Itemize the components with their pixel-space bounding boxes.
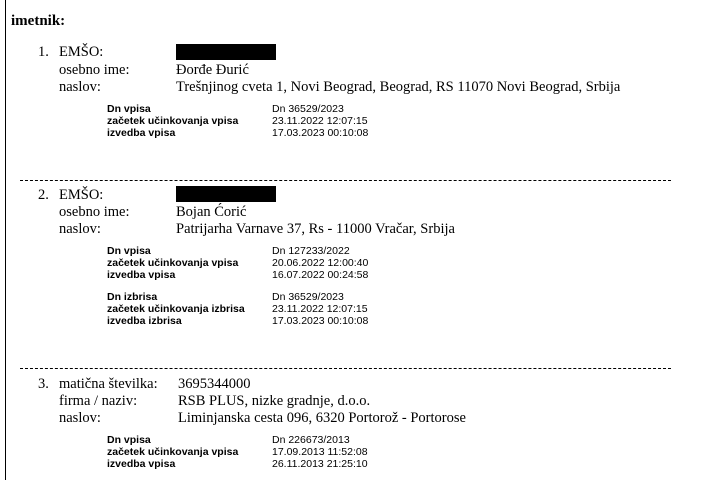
registration-value: Dn 36529/2023: [272, 103, 344, 115]
emso-label: EMŠO:: [59, 187, 104, 203]
emso-label: EMŠO:: [59, 44, 104, 60]
deletion-label: izvedba izbrisa: [107, 315, 182, 327]
entry-number: 3.: [38, 376, 49, 392]
address-label: naslov:: [59, 410, 101, 426]
section-heading: imetnik:: [11, 13, 66, 29]
registration-label: izvedba vpisa: [107, 127, 176, 139]
registration-value: 23.11.2022 12:07:15: [272, 115, 368, 127]
registration-label: začetek učinkovanja vpisa: [107, 115, 239, 127]
owner-address: Trešnjinog cveta 1, Novi Beograd, Beograd, RS 11070 Novi Beograd, Srbija: [176, 79, 621, 95]
left-margin-rule: [5, 0, 6, 480]
registration-value: 16.07.2022 00:24:58: [272, 269, 369, 281]
registration-value: 17.03.2023 00:10:08: [272, 127, 369, 139]
name-label: osebno ime:: [59, 62, 130, 78]
company-address: Liminjanska cesta 096, 6320 Portorož - Portorose: [178, 410, 466, 426]
owner-name: Đorđe Đurić: [176, 62, 249, 78]
registration-label: izvedba vpisa: [107, 458, 176, 470]
deletion-label: Dn izbrisa: [107, 291, 158, 303]
owner-address: Patrijarha Varnave 37, Rs - 11000 Vračar, Srbija: [176, 221, 455, 237]
registration-value: 20.06.2022 12:00:40: [272, 257, 369, 269]
deletion-value: 17.03.2023 00:10:08: [272, 315, 369, 327]
registration-label: izvedba vpisa: [107, 269, 176, 281]
address-label: naslov:: [59, 221, 101, 237]
registration-label: začetek učinkovanja vpisa: [107, 446, 239, 458]
deletion-value: 23.11.2022 12:07:15: [272, 303, 368, 315]
registration-number: 3695344000: [178, 376, 251, 392]
registration-number-label: matična številka:: [59, 376, 158, 392]
entry-number: 1.: [38, 44, 49, 60]
redacted-emso: [176, 44, 276, 60]
registration-value: Dn 127233/2022: [272, 245, 350, 257]
registration-label: Dn vpisa: [107, 103, 151, 115]
name-label: osebno ime:: [59, 204, 130, 220]
company-name-label: firma / naziv:: [59, 393, 138, 409]
registration-label: Dn vpisa: [107, 245, 151, 257]
entry-divider: [20, 368, 671, 369]
address-label: naslov:: [59, 79, 101, 95]
registration-value: Dn 226673/2013: [272, 434, 350, 446]
registration-value: 17.09.2013 11:52:08: [272, 446, 368, 458]
redacted-emso: [176, 186, 276, 202]
entry-number: 2.: [38, 187, 49, 203]
owner-name: Bojan Ćorić: [176, 204, 247, 220]
company-name: RSB PLUS, nizke gradnje, d.o.o.: [178, 393, 371, 409]
registration-label: Dn vpisa: [107, 434, 151, 446]
registration-label: začetek učinkovanja vpisa: [107, 257, 239, 269]
deletion-value: Dn 36529/2023: [272, 291, 344, 303]
registration-value: 26.11.2013 21:25:10: [272, 458, 368, 470]
entry-divider: [20, 180, 671, 181]
deletion-label: začetek učinkovanja izbrisa: [107, 303, 245, 315]
